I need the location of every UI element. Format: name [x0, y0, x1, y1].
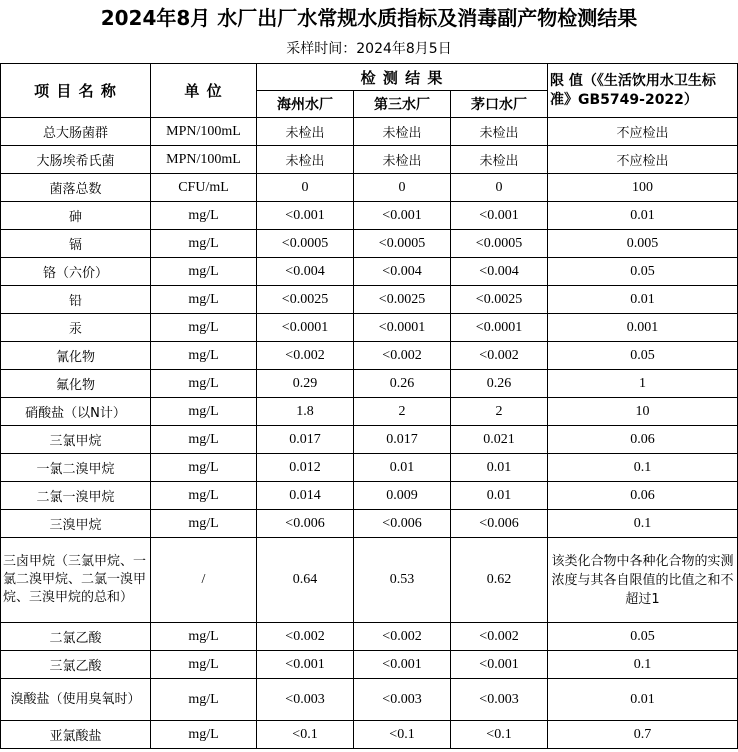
cell-value: 0: [257, 174, 354, 202]
cell-item: 三氯甲烷: [1, 426, 151, 454]
cell-item: 三氯乙酸: [1, 651, 151, 679]
cell-value: 未检出: [451, 146, 548, 174]
cell-value: 0: [354, 174, 451, 202]
cell-unit: mg/L: [151, 426, 257, 454]
cell-limit: 0.05: [548, 342, 738, 370]
cell-value: 1.8: [257, 398, 354, 426]
cell-value: 0.26: [354, 370, 451, 398]
cell-value: 0.014: [257, 482, 354, 510]
cell-item: 大肠埃希氏菌: [1, 146, 151, 174]
cell-limit: 1: [548, 370, 738, 398]
cell-value: 未检出: [354, 146, 451, 174]
cell-value: <0.0005: [354, 230, 451, 258]
cell-value: <0.001: [451, 202, 548, 230]
cell-unit: mg/L: [151, 286, 257, 314]
cell-value: 未检出: [257, 146, 354, 174]
cell-limit: 0.7: [548, 721, 738, 749]
table-row: [1, 370, 738, 398]
cell-value: 0.26: [451, 370, 548, 398]
cell-value: <0.0005: [257, 230, 354, 258]
cell-value: 0: [451, 174, 548, 202]
cell-value: <0.002: [451, 342, 548, 370]
table-row: [1, 426, 738, 454]
cell-item: 一氯二溴甲烷: [1, 454, 151, 482]
table-row: [1, 202, 738, 230]
cell-item: 汞: [1, 314, 151, 342]
table-row: [1, 721, 738, 749]
cell-value: 0.017: [257, 426, 354, 454]
cell-value: <0.002: [257, 623, 354, 651]
cell-value: <0.004: [451, 258, 548, 286]
cell-limit: 0.05: [548, 258, 738, 286]
cell-value: <0.0001: [257, 314, 354, 342]
cell-unit: mg/L: [151, 370, 257, 398]
header-unit: 单 位: [151, 64, 257, 118]
cell-item: 砷: [1, 202, 151, 230]
cell-value: 0.01: [354, 454, 451, 482]
table-row: [1, 510, 738, 538]
cell-item: 亚氯酸盐: [1, 721, 151, 749]
cell-value: <0.003: [257, 679, 354, 721]
cell-value: 未检出: [257, 118, 354, 146]
cell-item: 溴酸盐（使用臭氧时）: [1, 679, 151, 721]
cell-unit: mg/L: [151, 314, 257, 342]
table-row: [1, 482, 738, 510]
cell-unit: mg/L: [151, 342, 257, 370]
cell-limit: 0.1: [548, 651, 738, 679]
cell-unit: mg/L: [151, 510, 257, 538]
cell-unit: MPN/100mL: [151, 118, 257, 146]
table-row: [1, 118, 738, 146]
cell-limit: 0.001: [548, 314, 738, 342]
cell-item: 镉: [1, 230, 151, 258]
header-results: 检 测 结 果: [257, 64, 548, 91]
cell-value: <0.006: [451, 510, 548, 538]
cell-limit: 0.005: [548, 230, 738, 258]
cell-value: <0.1: [451, 721, 548, 749]
cell-value: <0.002: [257, 342, 354, 370]
cell-limit: 0.05: [548, 623, 738, 651]
table-row: [1, 314, 738, 342]
header-plant: 海州水厂: [257, 91, 354, 118]
cell-value: 未检出: [451, 118, 548, 146]
cell-unit: mg/L: [151, 398, 257, 426]
table-row: [1, 230, 738, 258]
cell-unit: mg/L: [151, 454, 257, 482]
table-row: [1, 623, 738, 651]
cell-value: <0.001: [354, 202, 451, 230]
table-row: [1, 146, 738, 174]
cell-limit: 100: [548, 174, 738, 202]
cell-unit: CFU/mL: [151, 174, 257, 202]
table-row: [1, 286, 738, 314]
cell-value: 0.53: [354, 538, 451, 623]
cell-unit: mg/L: [151, 230, 257, 258]
table-row: [1, 398, 738, 426]
cell-item: 三卤甲烷（三氯甲烷、一氯二溴甲烷、二氯一溴甲烷、三溴甲烷的总和）: [1, 538, 151, 623]
cell-value: <0.002: [354, 342, 451, 370]
cell-item: 总大肠菌群: [1, 118, 151, 146]
cell-value: <0.0025: [257, 286, 354, 314]
cell-unit: mg/L: [151, 258, 257, 286]
cell-item: 二氯一溴甲烷: [1, 482, 151, 510]
cell-value: <0.001: [257, 651, 354, 679]
cell-limit: 0.06: [548, 426, 738, 454]
cell-item: 菌落总数: [1, 174, 151, 202]
cell-limit: 不应检出: [548, 146, 738, 174]
cell-limit: 该类化合物中各种化合物的实测浓度与其各自限值的比值之和不超过1: [548, 538, 738, 623]
cell-unit: mg/L: [151, 482, 257, 510]
table-row: [1, 538, 738, 623]
cell-unit: MPN/100mL: [151, 146, 257, 174]
cell-value: 0.62: [451, 538, 548, 623]
cell-value: 0.009: [354, 482, 451, 510]
cell-unit: mg/L: [151, 721, 257, 749]
cell-value: <0.003: [354, 679, 451, 721]
results-table: [0, 63, 738, 749]
cell-item: 氰化物: [1, 342, 151, 370]
cell-item: 二氯乙酸: [1, 623, 151, 651]
cell-value: <0.0025: [354, 286, 451, 314]
header-item: 项 目 名 称: [1, 64, 151, 118]
cell-unit: /: [151, 538, 257, 623]
cell-item: 三溴甲烷: [1, 510, 151, 538]
page-title: 2024年8月 水厂出厂水常规水质指标及消毒副产物检测结果: [100, 6, 638, 30]
cell-limit: 不应检出: [548, 118, 738, 146]
cell-value: 0.01: [451, 482, 548, 510]
cell-limit: 0.1: [548, 510, 738, 538]
cell-value: 2: [354, 398, 451, 426]
cell-limit: 10: [548, 398, 738, 426]
cell-value: <0.0001: [354, 314, 451, 342]
cell-value: <0.1: [354, 721, 451, 749]
cell-value: <0.004: [257, 258, 354, 286]
sampling-time: 采样时间：2024年8月5日: [286, 41, 452, 57]
cell-value: 0.021: [451, 426, 548, 454]
cell-value: 0.29: [257, 370, 354, 398]
cell-value: <0.003: [451, 679, 548, 721]
cell-unit: mg/L: [151, 202, 257, 230]
cell-value: <0.006: [257, 510, 354, 538]
cell-value: <0.001: [354, 651, 451, 679]
cell-value: 0.64: [257, 538, 354, 623]
header-plant: 第三水厂: [354, 91, 451, 118]
cell-value: <0.0001: [451, 314, 548, 342]
cell-value: 未检出: [354, 118, 451, 146]
cell-value: 2: [451, 398, 548, 426]
table-row: [1, 258, 738, 286]
cell-value: <0.001: [451, 651, 548, 679]
cell-value: <0.004: [354, 258, 451, 286]
cell-value: <0.0005: [451, 230, 548, 258]
cell-value: 0.017: [354, 426, 451, 454]
header-plant: 茅口水厂: [451, 91, 548, 118]
cell-value: <0.1: [257, 721, 354, 749]
cell-value: <0.002: [354, 623, 451, 651]
table-row: [1, 651, 738, 679]
cell-value: <0.006: [354, 510, 451, 538]
cell-item: 铬（六价）: [1, 258, 151, 286]
cell-unit: mg/L: [151, 651, 257, 679]
cell-item: 硝酸盐（以N计）: [1, 398, 151, 426]
cell-value: <0.002: [451, 623, 548, 651]
cell-limit: 0.1: [548, 454, 738, 482]
table-row: [1, 174, 738, 202]
cell-value: 0.01: [451, 454, 548, 482]
table-row: [1, 342, 738, 370]
cell-limit: 0.01: [548, 679, 738, 721]
cell-limit: 0.06: [548, 482, 738, 510]
header-limit: 限 值（《生活饮用水卫生标准》GB5749-2022）: [548, 64, 738, 118]
cell-value: 0.012: [257, 454, 354, 482]
table-row: [1, 454, 738, 482]
table-row: [1, 679, 738, 721]
cell-item: 氟化物: [1, 370, 151, 398]
cell-unit: mg/L: [151, 679, 257, 721]
cell-value: <0.001: [257, 202, 354, 230]
cell-unit: mg/L: [151, 623, 257, 651]
cell-limit: 0.01: [548, 286, 738, 314]
cell-value: <0.0025: [451, 286, 548, 314]
cell-limit: 0.01: [548, 202, 738, 230]
cell-item: 铅: [1, 286, 151, 314]
